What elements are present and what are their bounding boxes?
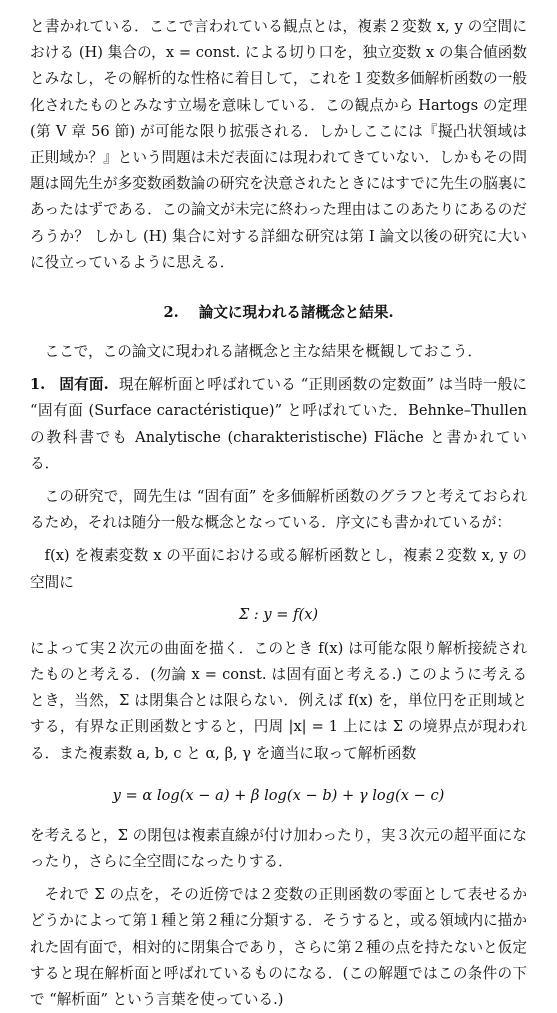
- paragraph-real-surface: によって実２次元の曲面を描く．このとき f(x) は可能な限り解析接続されたものと考える．(勿論 x = const. は固有面と考える.) このように考えるとき，当然，Σ は閉集合とは限らない．例えば f(x) を，単位円を正則域とする，有界な正則函数とすると，円周 |x| = 1 上には Σ の境界点が現われる．また複素数 a, b, c と α, β, γ を適当に取って解析函数: [30, 639, 527, 762]
- item-text: 現在解析面と呼ばれている “正則函数の定数面” は当時一般に “固有面 (Surface caractéristique)” と呼ばれていた．Behnke–Thullen の教科書でも Analytische (charakteristische) Fläche と書かれている．: [30, 376, 527, 472]
- item-number: 1.: [30, 376, 46, 394]
- paragraph-graph-concept: この研究で，岡先生は “固有面” を多価解析函数のグラフと考えておられるため，それは随分一般な概念となっている．序文にも書かれているが：: [30, 488, 527, 532]
- paragraph-quote-intro: f(x) を複素変数 x の平面における或る解析函数とし，複素２変数 x, y の空間に: [30, 547, 527, 591]
- equation-log-function: y = α log(x − a) + β log(x − b) + γ log(x − c): [112, 786, 445, 804]
- document-page: [30, 14, 527, 1013]
- item-title: 固有面.: [59, 376, 109, 394]
- paragraph-overview: ここで，この論文に現われる諸概念と主な結果を概観しておこう．: [44, 343, 483, 361]
- section-number: 2.: [163, 304, 179, 322]
- section-title: 論文に現われる諸概念と結果.: [198, 304, 394, 322]
- equation-sigma: Σ : y = f(x): [238, 605, 319, 623]
- section-heading: [30, 300, 527, 326]
- item-heading: [30, 376, 109, 393]
- paragraph-closure: を考えると，Σ の閉包は複素直線が付け加わったり，実３次元の超平面になったり，さらに全空間になったりする．: [30, 826, 527, 871]
- paragraph-characteristic-surface: [30, 372, 527, 477]
- paragraph-point-classification: それで Σ の点を，その近傍では２変数の正則函数の零面として表せるかどうかによって第１種と第２種に分類する．そうすると，或る領域内に描かれた固有面で，相対的に閉集合であり，さらに第２種の点を持たないと仮定すると現在解析面と呼ばれているものになる．(この解題ではこの条件の下で “解析面” という言葉を使っている.): [30, 886, 527, 1009]
- paragraph-hartogs-viewpoint: と書かれている．ここで言われている観点とは，複素２変数 x, y の空間における (H) 集合の，x = const. による切り口を，独立変数 x の集合値函数とみなし，その解析的な性格に着目して，これを１変数多価解析函数の一般化されたものとみなす立場を意味している．この観点から Hartogs の定理 (第 V 章 56 節) が可能な限り拡張される．しかしここには『擬凸状領域は正則域か？』という問題は未だ表面には現われてきていない．しかもその問題は岡先生が多変数函数論の研究を決意されたときにはすでに先生の脳裏にあったはずである．この論文が未完に終わった理由はこのあたりにあるのだろうか？ しかし (H) 集合に対する詳細な研究は第 I 論文以後の研究に大いに役立っているように思える．: [30, 18, 527, 271]
